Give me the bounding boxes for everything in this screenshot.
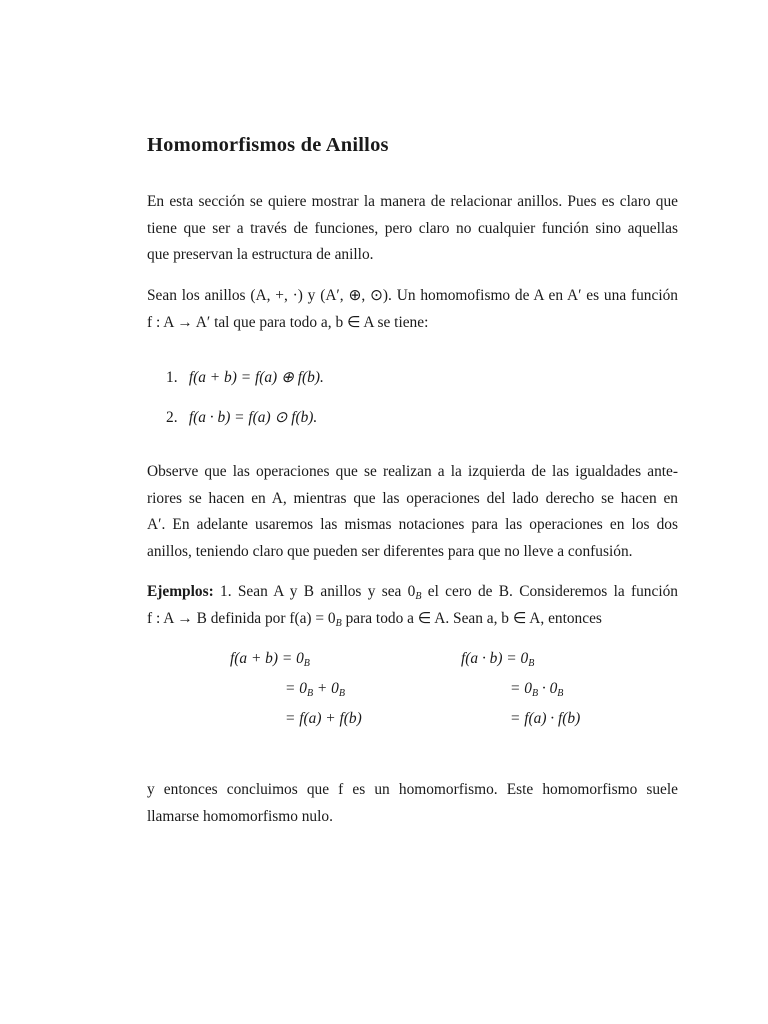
observation-line-2: riores se hacen en A, mientras que las operaciones del lado derecho se hacen en (147, 489, 678, 507)
conclusion-line-2: llamarse homomorfismo nulo. (147, 807, 333, 825)
equation-left-2: = $0_B + 0_B$ (285, 680, 345, 699)
intro-line-2: tiene que ser a través de funciones, pero claro no cualquier función sino aquellas (147, 219, 678, 237)
document-page (147, 0, 679, 1024)
example-line-1 (147, 579, 678, 606)
condition-formula: f(a · b) = f(a) ⊙ f(b). (188, 409, 318, 426)
example-line-2: f : A → B definida por $f(a) = 0_B$ para todo a ∈ A. Sean a, b ∈ A, entonces (147, 609, 602, 629)
observation-paragraph (147, 459, 678, 565)
equation-right-1: $f(a \cdot b) = 0_B$ (461, 650, 535, 669)
condition-item (166, 408, 317, 427)
equation-right-3: = f(a) · f(b) (510, 710, 581, 727)
condition-formula: f(a + b) = f(a) ⊕ f(b). (188, 369, 324, 386)
equation-left-1: $f(a + b) = 0_B$ (230, 650, 310, 669)
definition-line-1: Sean los anillos (A, +, ·) y (A′, ⊕, ⊙). Un homomofismo de A en A′ es una función (147, 287, 678, 304)
example-paragraph (147, 579, 678, 632)
condition-item (166, 368, 324, 387)
observation-line-3: A′. En adelante usaremos las mismas notaciones para las operaciones en los dos (147, 516, 678, 533)
condition-number: 1. (166, 369, 178, 386)
equation-left-3: = f(a) + f(b) (285, 710, 362, 727)
equation-right-2: = $0_B \cdot 0_B$ (510, 680, 564, 699)
example-line-1-text: 1. Sean A y B anillos y sea $0_B$ el cero de B. Consideremos la función (220, 583, 678, 602)
observation-line-1: Observe que las operaciones que se realizan a la izquierda de las igualdades ante- (147, 463, 678, 480)
condition-number: 2. (166, 409, 178, 426)
definition-line-2: f : A → A′ tal que para todo a, b ∈ A se tiene: (147, 313, 429, 331)
definition-paragraph (147, 283, 678, 336)
example-label: Ejemplos: (147, 583, 214, 600)
section-title: Homomorfismos de Anillos (147, 134, 389, 156)
intro-line-3: que preservan la estructura de anillo. (147, 246, 374, 263)
observation-line-4: anillos, teniendo claro que pueden ser diferentes para que no lleve a confusión. (147, 542, 633, 560)
intro-line-1: En esta sección se quiere mostrar la manera de relacionar anillos. Pues es claro que (147, 193, 678, 210)
intro-paragraph (147, 189, 678, 269)
conclusion-paragraph (147, 777, 678, 830)
conclusion-line-1: y entonces concluimos que f es un homomorfismo. Este homomorfismo suele (147, 781, 678, 798)
